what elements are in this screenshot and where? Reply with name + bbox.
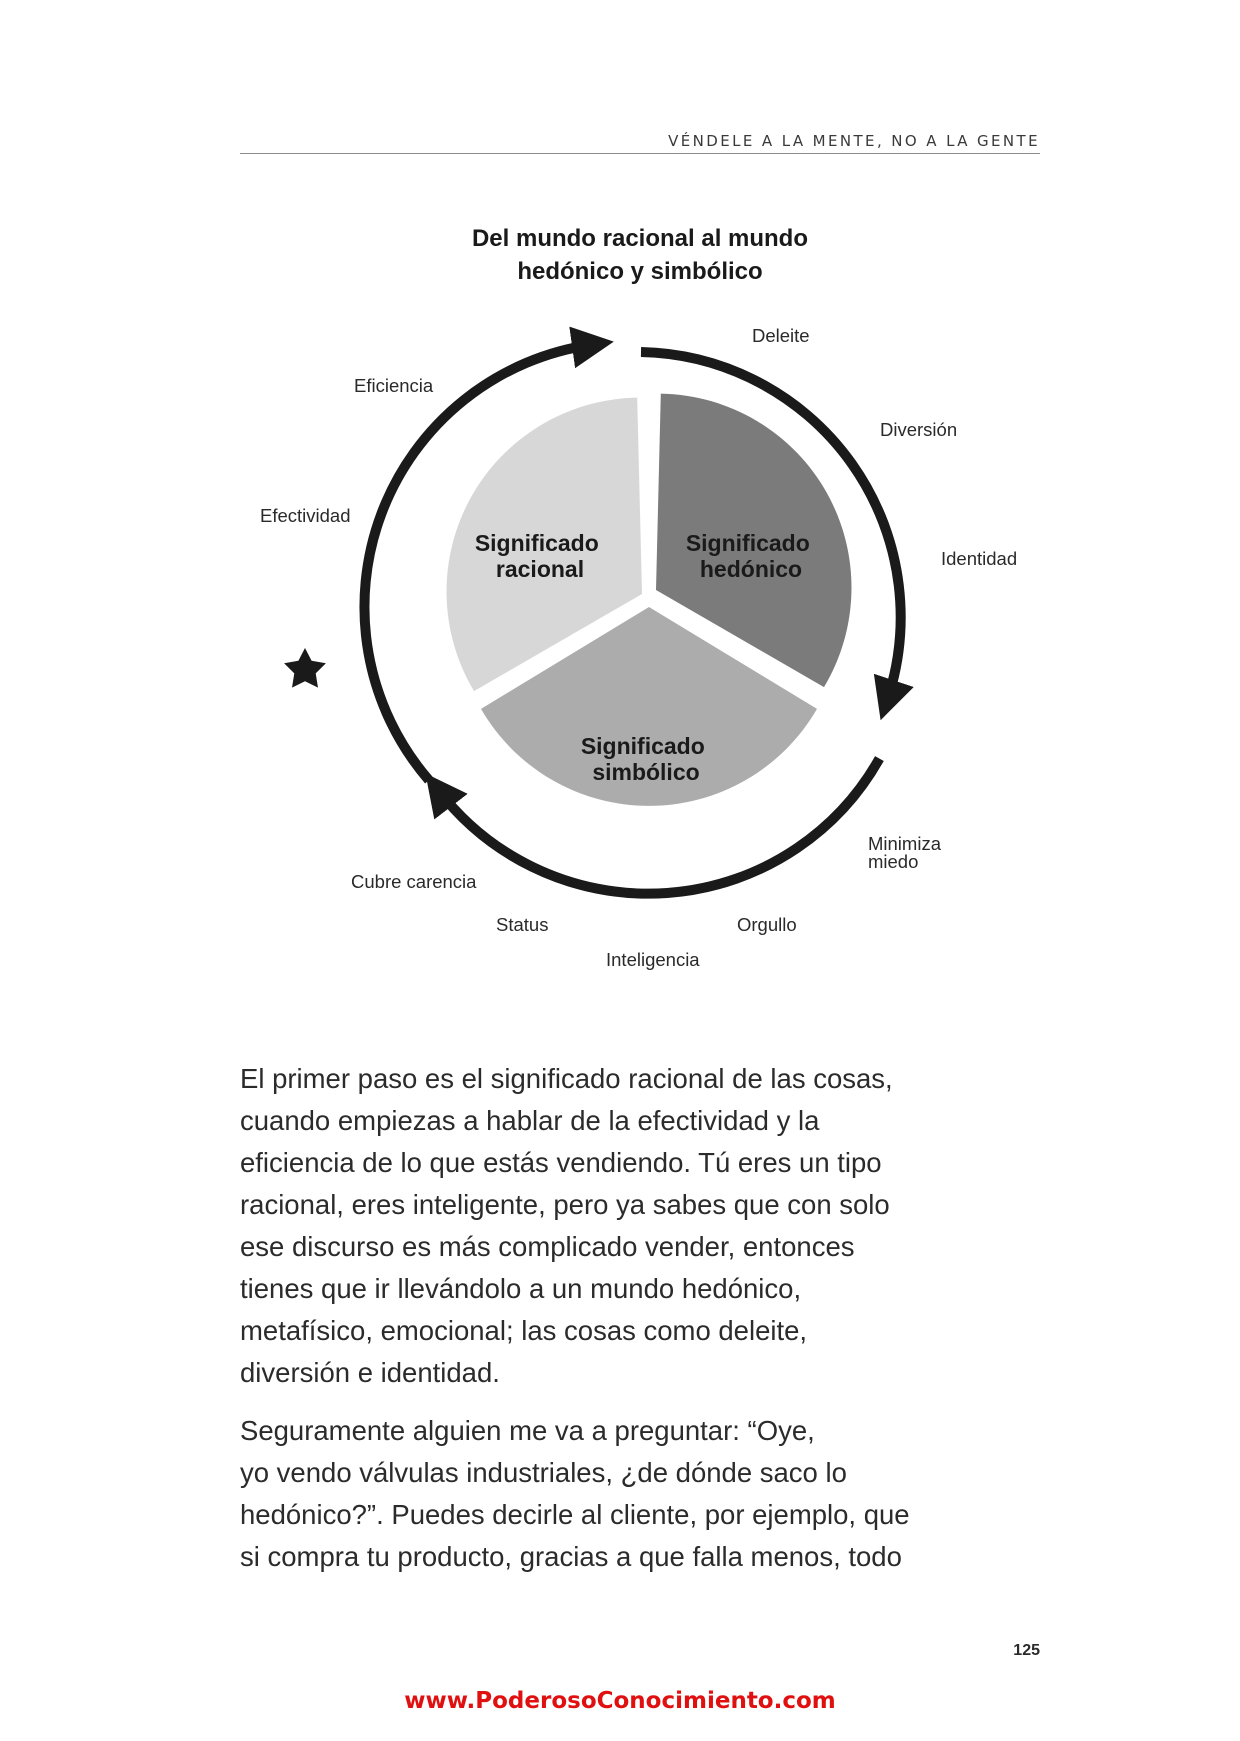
paragraph-1 (240, 1058, 1040, 1394)
segment-label-symbolic-2: simbólico (592, 759, 700, 785)
segment-label-rational-2: racional (495, 556, 585, 582)
label-minimiza-miedo (868, 833, 946, 872)
text-line: metafísico, emocional; las cosas como deleite, (240, 1315, 808, 1346)
website-url[interactable]: www.PoderosoConocimiento.com (404, 1688, 836, 1714)
label-eficiencia: Eficiencia (354, 375, 434, 396)
star-icon (284, 648, 326, 688)
segment-label-symbolic-1: Significado (580, 733, 705, 759)
text-line: hedónico?”. Puedes decirle al cliente, por ejemplo, que (240, 1499, 910, 1530)
label-diversion: Diversión (880, 419, 958, 440)
label-inteligencia: Inteligencia (606, 949, 700, 970)
text-line: ese discurso es más complicado vender, entonces (240, 1231, 855, 1262)
label-deleite: Deleite (752, 325, 810, 346)
label-cubre-carencia: Cubre carencia (351, 871, 477, 892)
text-line: cuando empiezas a hablar de la efectividad y la (240, 1105, 820, 1136)
paragraph-2 (240, 1410, 1040, 1578)
text-line: racional, eres inteligente, pero ya sabes que con solo (240, 1189, 890, 1220)
segment-label-symbolic (581, 733, 711, 785)
text-line: tienes que ir llevándolo a un mundo hedónico, (240, 1273, 802, 1304)
segment-label-hedonic (686, 530, 816, 582)
label-status: Status (496, 914, 549, 935)
label-efectividad: Efectividad (260, 505, 351, 526)
text-line: si compra tu producto, gracias a que falla menos, todo (240, 1541, 902, 1572)
running-head: VÉNDELE A LA MENTE, NO A LA GENTE (668, 132, 1040, 150)
text-line: diversión e identidad. (240, 1357, 500, 1388)
figure-title-line-1: Del mundo racional al mundo (471, 225, 809, 252)
text-line: Seguramente alguien me va a preguntar: “Oye, (240, 1415, 815, 1446)
label-minimiza-2: miedo (868, 851, 919, 872)
figure-title-line-2: hedónico y simbólico (517, 258, 763, 285)
label-identidad: Identidad (941, 548, 1018, 569)
segment-label-rational-1: Significado (474, 530, 599, 556)
label-minimiza-1: Minimiza (868, 833, 941, 854)
text-line: yo vendo válvulas industriales, ¿de dónde saco lo (240, 1457, 847, 1488)
text-line: eficiencia de lo que estás vendiendo. Tú eres un tipo (240, 1147, 882, 1178)
segment-label-hedonic-2: hedónico (699, 556, 803, 582)
segment-label-hedonic-1: Significado (685, 530, 810, 556)
label-orgullo: Orgullo (737, 914, 797, 935)
page-number: 125 (1013, 1642, 1040, 1659)
text-line: El primer paso es el significado racional de las cosas, (240, 1063, 893, 1094)
